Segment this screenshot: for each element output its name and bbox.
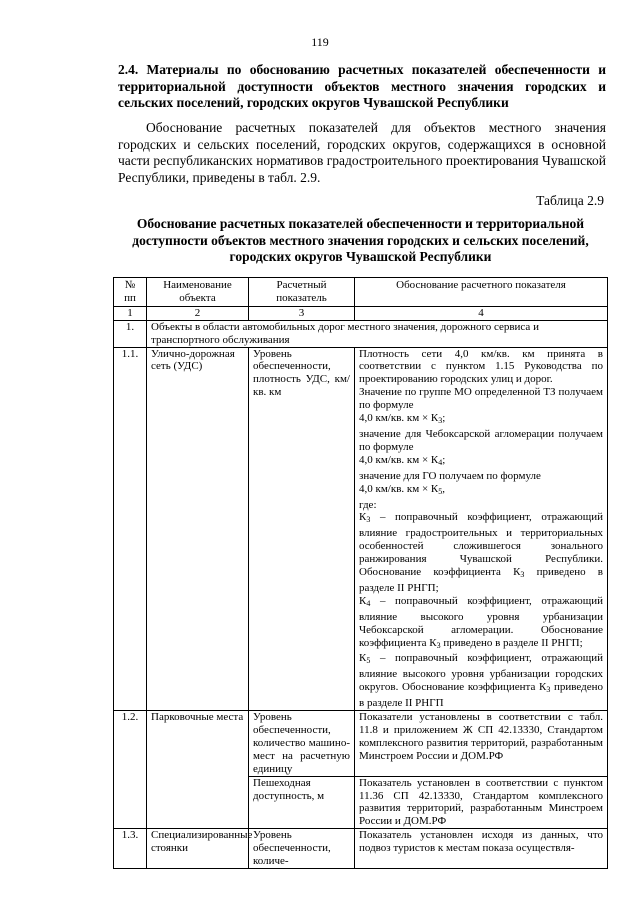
header-name: Наименование объекта	[147, 278, 249, 307]
section-row	[114, 320, 608, 347]
row-name: Специализированные стоянки	[147, 829, 249, 869]
header-indicator: Расчетный показатель	[249, 278, 355, 307]
column-number: 3	[249, 306, 355, 320]
row-name: Парковочные места	[147, 711, 249, 829]
table-row	[114, 711, 608, 777]
row-justification: Показатель установлен исходя из данных, что подвоз туристов к местам показа осуществля-	[355, 829, 608, 869]
formula: 4,0 км/кв. км × $К_4$;	[359, 453, 446, 467]
intro-paragraph: Обоснование расчетных показателей для объектов местного значения городских и сельских поселений, городских округов, содержащихся в основной части республиканских нормативов градостроительного проектирования Чувашской Республики, приведены в табл. 2.9.	[118, 120, 606, 185]
coefficient-k3: $К_3$ – поправочный коэффициент, отражающий влияние градостроительных и территориальных особенностей сложившегося зонального ранжирования Чувашской Республики. Обоснование коэффициента $К_3$ приведено в разделе II РНГП;	[359, 511, 604, 594]
row-name: Улично-дорожная сеть (УДС)	[147, 347, 249, 711]
justification-table	[113, 277, 608, 869]
header-justification: Обоснование расчетного показателя	[355, 278, 608, 307]
coefficient-k5: $К_5$ – поправочный коэффициент, отражающий влияние высокого уровня урбанизации городских округов. Обоснование коэффициента $К_3$ приведено в разделе II РНГП	[359, 652, 603, 710]
coefficient-k4: $К_4$ – поправочный коэффициент, отражающий влияние высокого уровня урбанизации Чебоксарской агломерации. Обоснование коэффициента $К_3$ приведено в разделе II РНГП;	[359, 594, 603, 650]
table-label: Таблица 2.9	[536, 193, 604, 208]
row-justification: Показатели установлены в соответствии с табл. 11.8 и приложением Ж СП 42.13330, Стандартом комплексного развития территорий, разработанным Минстроем России и ДОМ.РФ	[355, 711, 608, 777]
formula: 4,0 км/кв. км × $К_5$,	[359, 482, 445, 496]
table-row	[114, 347, 608, 711]
formula: 4,0 км/кв. км × $К_3$;	[359, 412, 446, 426]
section-title: 2.4. Материалы по обоснованию расчетных показателей обеспеченности и территориальной доступности объектов местного значения городских и сельских поселений, городских округов Чувашской Республики	[118, 62, 606, 110]
column-number: 1	[114, 306, 147, 320]
row-indicator: Уровень обеспеченности, количество машино-мест на расчетную единицу	[249, 711, 355, 777]
row-num: 1.2.	[114, 711, 147, 829]
row-indicator: Уровень обеспеченности, количе-	[249, 829, 355, 869]
row-justification: Показатель установлен в соответствии с пунктом 11.36 СП 42.13330, Стандартом комплексного развития территорий, разработанным Минстроем России и ДОМ.РФ	[355, 776, 608, 829]
table-row	[114, 829, 608, 869]
column-number: 2	[147, 306, 249, 320]
page-number: 119	[311, 35, 329, 49]
header-num: № пп	[114, 278, 147, 307]
column-number: 4	[355, 306, 608, 320]
section-num: 1.	[114, 320, 147, 347]
row-justification: Плотность сети 4,0 км/кв. км принята в соответствии с пунктом 1.15 Руководства по проектированию городских улиц и дорог. Значение по группе МО определенной ТЗ получаем по формуле 4,0 км/кв. км × $К_3$; значение для Чебоксарской агломерации получаем по формуле 4,0 км/кв. км × $К_4$; значение для ГО получаем по формуле 4,0 км/кв. км × $К_5$, где: $К_3$ – поправочный коэффициент, отражающий влияние градостроительных и территориальных особенностей сложившегося зонального ранжирования Чувашской Республики. Обоснование коэффициента $К_3$ приведено в разделе II РНГП; $К_4$ – поправочный коэффициент, отражающий влияние высокого уровня урбанизации Чебоксарской агломерации. Обоснование коэффициента $К_3$ приведено в разделе II РНГП; $К_5$ – поправочный коэффициент, отражающий влияние высокого уровня урбанизации городских округов. Обоснование коэффициента $К_3$ приведено в разделе II РНГП	[355, 347, 608, 711]
row-num: 1.1.	[114, 347, 147, 711]
section-title-cell: Объекты в области автомобильных дорог местного значения, дорожного сервиса и транспортного обслуживания	[147, 320, 608, 347]
row-indicator: Уровень обеспеченности, плотность УДС, км/ кв. км	[249, 347, 355, 711]
table-header-row	[114, 278, 608, 307]
column-number-row	[114, 306, 608, 320]
table-title: Обоснование расчетных показателей обеспеченности и территориальной доступности объектов местного значения городских и сельских поселений, городских округов Чувашской Республики	[132, 216, 589, 264]
row-indicator: Пешеходная доступность, м	[249, 776, 355, 829]
row-num: 1.3.	[114, 829, 147, 869]
